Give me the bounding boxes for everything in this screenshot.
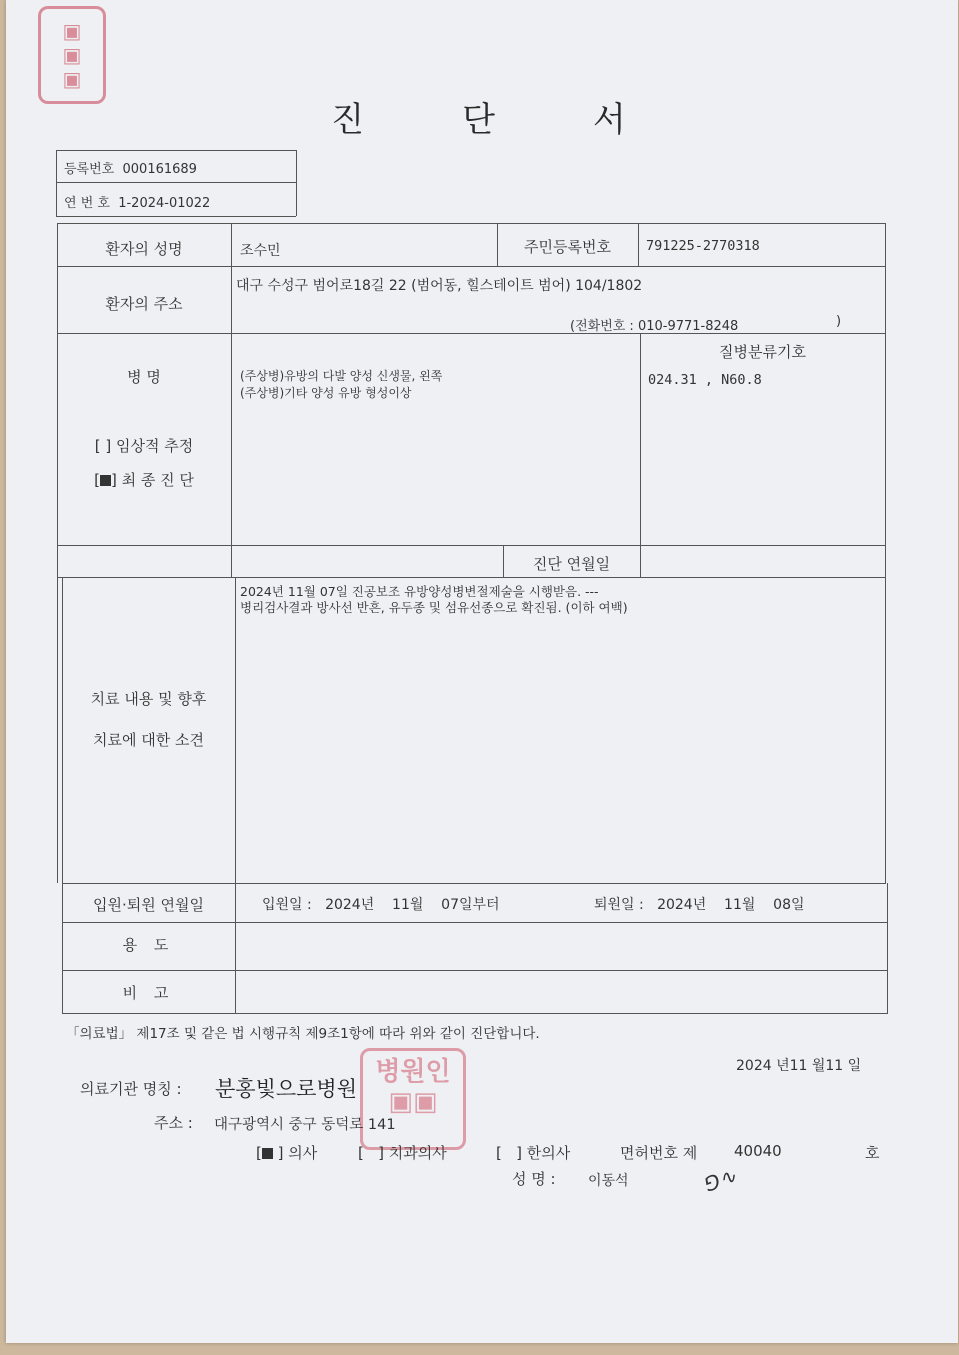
treatment-text-2: 병리검사결과 방사선 반흔, 유두종 및 섬유선종으로 확진됨. (이하 여백) [240, 600, 628, 615]
handwritten-signature: ⅁∿ [700, 1163, 740, 1197]
diagnosis-line-1: (주상병)유방의 다발 양성 신생물, 왼쪽 [240, 369, 443, 383]
admission-label: 입원·퇴원 연월일 [93, 896, 204, 914]
institution-name-label: 의료기관 명칭 : [80, 1080, 182, 1098]
hospital-seal: 병원인 ▣▣ [360, 1048, 466, 1150]
serial-number: 연 번 호 1-2024-01022 [64, 196, 211, 211]
institution-address: 대구광역시 중구 동덕로 141 [214, 1117, 396, 1133]
signer-label: 성 명 : [512, 1170, 556, 1188]
signer-name: 이동석 [588, 1173, 629, 1189]
corner-seal: ▣ ▣ ▣ [38, 6, 106, 104]
dentist-option: [ ] 치과의사 [358, 1144, 447, 1162]
license-label: 면허번호 제 [620, 1144, 698, 1162]
license-number: 40040 [734, 1142, 782, 1160]
checked-box-icon [262, 1148, 273, 1159]
rrn-label: 주민등록번호 [524, 238, 611, 256]
remarks-label: 비 고 [122, 984, 175, 1002]
disease-code-label: 질병분류기호 [719, 343, 806, 361]
patient-phone-close: ) [836, 314, 842, 329]
diagnosis-date-label: 진단 연월일 [532, 555, 611, 573]
purpose-label: 용 도 [122, 936, 175, 954]
license-suffix: 호 [865, 1144, 880, 1162]
legal-statement: 「의료법」 제17조 및 같은 법 시행규칙 제9조1항에 따라 위와 같이 진단합니다. [66, 1026, 540, 1042]
checked-box-icon [100, 475, 111, 486]
disease-code-value: 024.31 , N60.8 [648, 372, 762, 388]
treatment-label-1: 치료 내용 및 향후 [90, 690, 207, 708]
doctor-option: [ ] 의사 [256, 1144, 318, 1162]
patient-name-label: 환자의 성명 [105, 240, 183, 258]
diagnosis-line-2: (주상병)기타 양성 유방 형성이상 [240, 386, 412, 400]
patient-address-label: 환자의 주소 [105, 295, 183, 313]
title-char-1: 진 [331, 100, 367, 140]
treatment-label-2: 치료에 대한 소견 [93, 731, 204, 749]
institution-address-label: 주소 : [154, 1114, 193, 1132]
discharge-date: 퇴원일 : 2024년 11월 08일 [594, 897, 805, 913]
patient-name-value: 조수민 [240, 243, 281, 259]
oriental-doctor-option: [ ] 한의사 [496, 1144, 571, 1162]
admission-date: 입원일 : 2024년 11월 07일부터 [262, 897, 500, 913]
title-char-3: 서 [592, 100, 628, 140]
treatment-text-1: 2024년 11월 07일 진공보조 유방양성병변절제술을 시행받음. --- [240, 584, 599, 599]
rrn-value: 791225-2770318 [646, 238, 760, 254]
patient-phone: (전화번호 : 010-9771-8248 [570, 319, 739, 334]
title-char-2: 단 [462, 100, 497, 140]
final-diagnosis-option: [ ] 최 종 진 단 [94, 471, 194, 489]
patient-address-value: 대구 수성구 범어로18길 22 (범어동, 힐스테이트 범어) 104/1802 [236, 278, 643, 294]
institution-name: 분홍빛으로병원 [215, 1077, 358, 1101]
registration-number: 등록번호 000161689 [64, 162, 197, 177]
page-title [0, 92, 959, 141]
disease-label: 병 명 [127, 368, 161, 386]
clinical-estimate-option: [ ] 임상적 추정 [94, 437, 194, 455]
issue-date: 2024 년11 월11 일 [736, 1058, 862, 1074]
